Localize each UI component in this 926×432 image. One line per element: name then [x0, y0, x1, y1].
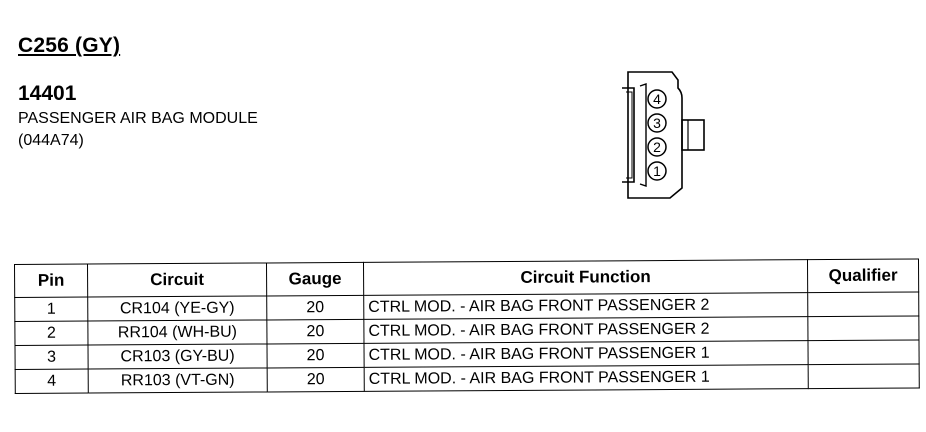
- cell-function: CTRL MOD. - AIR BAG FRONT PASSENGER 2: [364, 293, 808, 320]
- pin-label-2: 2: [653, 139, 661, 155]
- pin-label-4: 4: [653, 91, 661, 107]
- cell-qualifier: [808, 340, 919, 365]
- header-circuit: Circuit: [88, 263, 267, 297]
- pin-table: [14, 258, 920, 394]
- pin-label-1: 1: [653, 163, 661, 179]
- connector-id: C256 (GY): [18, 34, 121, 57]
- cell-qualifier: [808, 316, 919, 341]
- cell-pin: 2: [15, 321, 88, 345]
- header-circuit-function: Circuit Function: [363, 260, 807, 296]
- cell-circuit: RR104 (WH-BU): [88, 320, 267, 345]
- header-qualifier: Qualifier: [807, 259, 918, 293]
- table-row: [15, 364, 919, 394]
- component-name: PASSENGER AIR BAG MODULE: [18, 110, 258, 127]
- pin-label-3: 3: [653, 115, 661, 131]
- cell-function: CTRL MOD. - AIR BAG FRONT PASSENGER 1: [364, 341, 808, 368]
- cell-gauge: 20: [267, 367, 364, 392]
- cell-circuit: CR103 (GY-BU): [88, 344, 267, 369]
- connector-key: [682, 120, 704, 150]
- component-code: (044A74): [18, 132, 84, 149]
- cell-qualifier: [808, 364, 919, 389]
- cell-function: CTRL MOD. - AIR BAG FRONT PASSENGER 2: [364, 317, 808, 344]
- cell-gauge: 20: [267, 295, 364, 320]
- cell-qualifier: [808, 292, 919, 317]
- cell-circuit: CR104 (YE-GY): [88, 296, 267, 321]
- connector-face-diagram: [610, 68, 720, 208]
- cell-pin: 1: [15, 297, 88, 321]
- cell-circuit: RR103 (VT-GN): [88, 368, 267, 393]
- table-header-row: [15, 259, 919, 298]
- cell-pin: 3: [15, 345, 88, 369]
- header-gauge: Gauge: [266, 262, 363, 296]
- cell-function: CTRL MOD. - AIR BAG FRONT PASSENGER 1: [364, 365, 808, 392]
- cell-gauge: 20: [267, 343, 364, 368]
- header-pin: Pin: [15, 264, 88, 297]
- cell-gauge: 20: [267, 319, 364, 344]
- cell-pin: 4: [15, 369, 88, 393]
- part-number: 14401: [18, 82, 77, 105]
